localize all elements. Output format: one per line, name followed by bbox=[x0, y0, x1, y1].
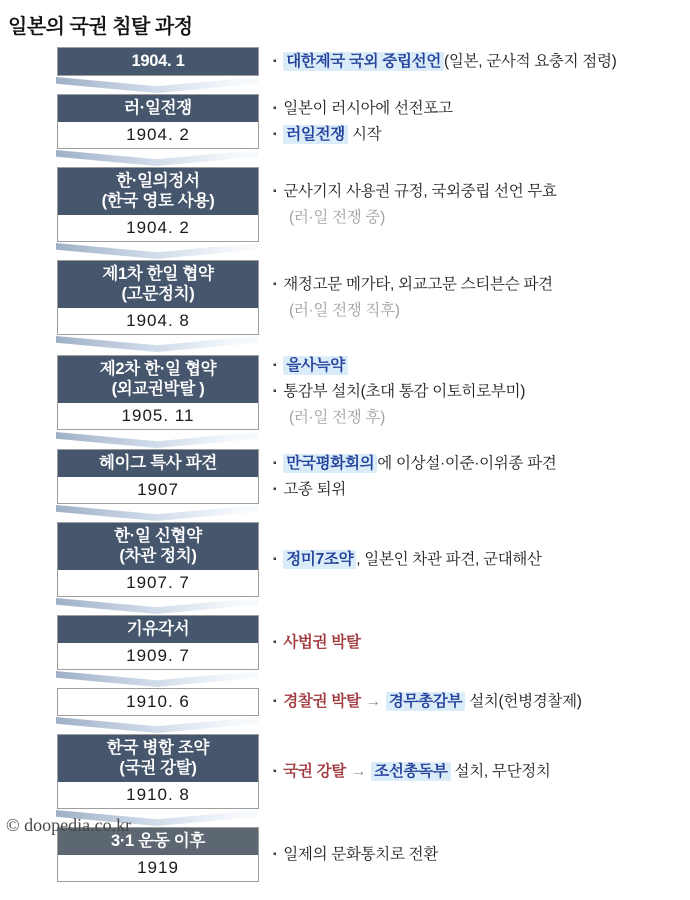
timeline-stage bbox=[0, 449, 690, 504]
text-segment: 군사기지 사용권 규정, 국외중립 선언 무효 bbox=[283, 182, 557, 200]
chevron-down-icon bbox=[56, 505, 258, 521]
description-line bbox=[273, 451, 556, 477]
stage-header-line: 제2차 한·일 협약 bbox=[99, 359, 217, 378]
description-line bbox=[273, 842, 438, 868]
stage-date: 1904. 2 bbox=[58, 122, 258, 148]
bullet-icon: ▪ bbox=[273, 848, 277, 860]
stage-date: 1907. 7 bbox=[58, 570, 258, 596]
text-segment: 러일전쟁 bbox=[283, 125, 348, 144]
chevron-down-icon bbox=[56, 717, 258, 733]
description-line bbox=[273, 353, 525, 379]
text-segment: 일제의 문화통치로 전환 bbox=[283, 845, 438, 863]
timeline-stage bbox=[0, 522, 690, 597]
bullet-icon: ▪ bbox=[273, 696, 277, 707]
text-segment: 경찰권 박탈 bbox=[283, 693, 361, 710]
description-line bbox=[273, 96, 453, 122]
stage-description bbox=[273, 49, 616, 75]
description-line bbox=[273, 205, 557, 231]
watermark: © doopedia.co.kr bbox=[6, 815, 132, 835]
stage-header-line: (외교권박탈 ) bbox=[111, 379, 205, 398]
text-segment: 정미7조약 bbox=[283, 550, 356, 569]
text-segment: 대한제국 국외 중립선언 bbox=[283, 52, 444, 71]
timeline-stage bbox=[0, 47, 690, 76]
description-line bbox=[273, 405, 525, 431]
stage-header bbox=[58, 523, 258, 570]
bullet-icon: ▪ bbox=[273, 55, 277, 67]
stage-date: 1919 bbox=[58, 855, 258, 881]
text-segment: 만국평화회의 bbox=[283, 454, 377, 473]
stage-header-line: 한·일 신협약 bbox=[114, 527, 202, 545]
stage-header-line: (차관 정치) bbox=[119, 547, 197, 565]
description-line bbox=[273, 272, 553, 298]
description-line bbox=[273, 49, 616, 75]
bullet-icon: ▪ bbox=[273, 185, 277, 197]
description-line bbox=[273, 547, 542, 573]
timeline-stage bbox=[0, 94, 690, 149]
bullet-icon: ▪ bbox=[273, 102, 277, 114]
stage-header bbox=[58, 616, 258, 643]
text-segment: 국권 강탈 bbox=[283, 762, 346, 780]
stage-description bbox=[273, 547, 542, 573]
stage-header-line: 기유각서 bbox=[126, 620, 190, 638]
stage-date: 1904. 8 bbox=[58, 308, 258, 334]
stage-box bbox=[57, 167, 259, 242]
stage-box bbox=[57, 734, 259, 809]
stage-description bbox=[273, 630, 361, 656]
text-segment: 고종 퇴위 bbox=[283, 480, 346, 498]
description-line bbox=[273, 477, 556, 503]
timeline-stage bbox=[0, 260, 690, 335]
stage-date: 1909. 7 bbox=[58, 643, 258, 669]
stage-box bbox=[57, 94, 259, 149]
stage-header bbox=[58, 95, 258, 122]
stage-description bbox=[273, 689, 582, 715]
stage-date: 1910. 6 bbox=[58, 689, 258, 715]
stage-box bbox=[57, 355, 259, 430]
description-line bbox=[273, 122, 453, 148]
description-line bbox=[273, 179, 557, 205]
description-line bbox=[273, 379, 525, 405]
text-segment: 경무총감부 bbox=[386, 692, 465, 711]
stage-description bbox=[273, 272, 553, 324]
text-segment: (일본, 군사적 요충지 점령) bbox=[444, 52, 617, 70]
page-title: 일본의 국권 침탈 과정 bbox=[8, 16, 193, 38]
description-line bbox=[273, 689, 582, 715]
stage-box bbox=[57, 522, 259, 597]
text-segment: 조선총독부 bbox=[371, 762, 450, 781]
text-segment: 사법권 박탈 bbox=[283, 633, 361, 651]
text-segment: 재정고문 메가타, 외교고문 스티븐슨 파견 bbox=[283, 275, 553, 293]
description-line bbox=[273, 759, 551, 785]
timeline bbox=[0, 47, 690, 882]
chevron-down-icon bbox=[56, 671, 258, 687]
stage-description bbox=[273, 759, 551, 785]
stage-header-line: 1904. 1 bbox=[131, 52, 185, 70]
chevron-down-icon bbox=[56, 77, 258, 93]
stage-box bbox=[57, 47, 259, 76]
stage-description bbox=[273, 96, 453, 148]
bullet-icon: ▪ bbox=[273, 636, 277, 648]
text-segment: 설치(헌병경찰제) bbox=[465, 693, 582, 710]
stage-header bbox=[58, 356, 258, 403]
bullet-icon: ▪ bbox=[273, 278, 277, 290]
chevron-down-icon bbox=[56, 598, 258, 614]
chevron-down-icon bbox=[56, 243, 258, 259]
chevron-down-icon bbox=[56, 150, 258, 166]
text-segment: 설치, 무단정치 bbox=[450, 762, 551, 780]
stage-header-line: (한국 영토 사용) bbox=[101, 192, 215, 210]
stage-header bbox=[58, 168, 258, 215]
stage-box bbox=[57, 449, 259, 504]
stage-header bbox=[58, 735, 258, 782]
chevron-down-icon bbox=[56, 432, 258, 448]
timeline-stage bbox=[0, 353, 690, 431]
description-line bbox=[273, 298, 553, 324]
bullet-icon: ▪ bbox=[273, 386, 277, 397]
text-segment: , 일본인 차관 파견, 군대해산 bbox=[356, 550, 542, 568]
stage-header bbox=[58, 261, 258, 308]
text-segment: (러·일 전쟁 후) bbox=[289, 409, 385, 426]
stage-header bbox=[58, 48, 258, 75]
text-segment: 시작 bbox=[347, 125, 382, 143]
bullet-icon: ▪ bbox=[273, 483, 277, 495]
text-segment: (러·일 전쟁 중) bbox=[289, 208, 385, 226]
text-segment: 에 이상설·이준·이위종 파견 bbox=[377, 454, 557, 472]
stage-header bbox=[58, 450, 258, 477]
description-line bbox=[273, 630, 361, 656]
stage-header-line: 3·1 운동 이후 bbox=[110, 832, 206, 850]
timeline-stage bbox=[0, 615, 690, 670]
text-segment: 을사늑약 bbox=[283, 356, 348, 375]
stage-header-line: 한국 병합 조약 bbox=[106, 739, 210, 757]
stage-description bbox=[273, 842, 438, 868]
bullet-icon: ▪ bbox=[273, 457, 277, 469]
stage-date: 1904. 2 bbox=[58, 215, 258, 241]
stage-header-line: 헤이그 특사 파견 bbox=[98, 454, 218, 472]
stage-box bbox=[57, 688, 259, 716]
text-segment: (러·일 전쟁 직후) bbox=[289, 301, 400, 319]
timeline-stage bbox=[0, 167, 690, 242]
stage-header-line: 한·일의정서 bbox=[116, 172, 200, 190]
bullet-icon: ▪ bbox=[273, 553, 277, 565]
stage-date: 1905. 11 bbox=[58, 403, 258, 429]
text-segment: 일본이 러시아에 선전포고 bbox=[283, 99, 453, 117]
text-segment: → bbox=[365, 693, 381, 710]
bullet-icon: ▪ bbox=[273, 765, 277, 777]
stage-description bbox=[273, 179, 557, 231]
stage-header-line: (고문정치) bbox=[121, 285, 195, 303]
stage-box bbox=[57, 260, 259, 335]
stage-header-line: (국권 강탈) bbox=[119, 759, 197, 777]
stage-date: 1907 bbox=[58, 477, 258, 503]
text-segment: → bbox=[350, 762, 367, 780]
bullet-icon: ▪ bbox=[273, 360, 277, 371]
stage-description bbox=[273, 353, 525, 431]
chevron-down-icon bbox=[56, 336, 258, 352]
stage-box bbox=[57, 615, 259, 670]
stage-date: 1910. 8 bbox=[58, 782, 258, 808]
timeline-stage bbox=[0, 734, 690, 809]
bullet-icon: ▪ bbox=[273, 128, 277, 140]
stage-description bbox=[273, 451, 556, 503]
timeline-stage bbox=[0, 688, 690, 716]
stage-header-line: 러·일전쟁 bbox=[124, 99, 192, 117]
text-segment: 통감부 설치(초대 통감 이토히로부미) bbox=[283, 383, 526, 400]
stage-header-line: 제1차 한일 협약 bbox=[102, 265, 214, 283]
